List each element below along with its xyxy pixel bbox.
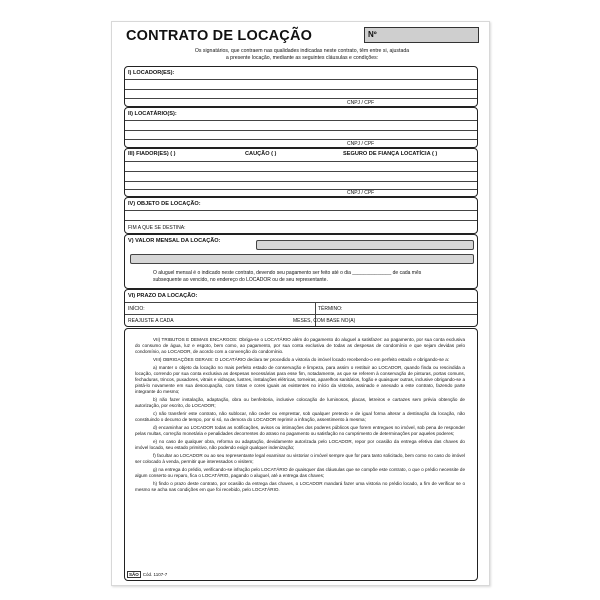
locatario-label: II) LOCATÁRIO(S): — [128, 111, 177, 117]
clause-c: c) não transferir este contrato, não sublocar, não ceder ou emprestar, sob qualquer pretexto e de igual forma alterar a destinação da locação, não constituindo o decurso de tempo, por si só, na demora do LOCADOR reprimir a infração, assentimento à mesma; — [135, 411, 465, 423]
clause-viii: VIII) OBRIGAÇÕES GERAIS: O LOCATÁRIO declara ter procedido a vistoria do imóvel locado recebendo-o em perfeito estado e obrigando-se a: — [153, 357, 450, 363]
garantia-section — [124, 148, 478, 197]
locatario-line-1[interactable] — [125, 120, 477, 121]
reajuste-label[interactable]: REAJUSTE A CADA — [128, 318, 174, 324]
objeto-label: IV) OBJETO DE LOCAÇÃO: — [128, 201, 201, 207]
locador-label: I) LOCADOR(ES): — [128, 70, 175, 76]
garantia-line-2[interactable] — [125, 171, 477, 172]
clause-f: f) facultar ao LOCADOR ou ao seu representante legal examinar ou vistoriar o imóvel sempre que for para tanto solicitado, bem como no caso do imóvel ser colocado à venda, permitir que interessados o visitem; — [135, 452, 465, 464]
caucao-option[interactable]: CAUÇÃO ( ) — [245, 151, 277, 157]
locador-line-3[interactable] — [125, 98, 477, 99]
valor-text-1: O aluguel mensal é o indicado neste contrato, devendo seu pagamento ser feito até o dia ______________ de cada mês — [153, 270, 422, 276]
objeto-section — [124, 197, 478, 234]
clause-g: g) na entrega do prédio, verificando-se infração pelo LOCATÁRIO de quaisquer das cláusulas que se compõe este contrato, o que o prédio necessite de algum conserto ou reparo, fica o LOCATÁRIO, pagando o aluguel, até a entrega das chaves; — [135, 466, 465, 478]
clause-h: h) findo o prazo deste contrato, por ocasião da entrega das chaves, o LOCADOR mandará fazer uma vistoria no prédio locado, a fim de verificar se o mesmo se acha nas condições em que foi recebido, pelo LOCATÁRIO. — [135, 480, 465, 492]
locatario-section — [124, 107, 478, 148]
locador-line-1[interactable] — [125, 79, 477, 80]
clause-d: d) encaminhar ao LOCADOR todas as notificações, avisos ou intimações dos poderes públicos que forem entregues no imóvel, sob pena de responder pelas multas, correção monetária e penalidades decorrentes do atraso no pagamento ou satisfação no cumprimento de determinações por aqueles poderes; — [135, 425, 465, 437]
valor-amount-field[interactable] — [256, 240, 474, 250]
intro-line-2: a presente locação, mediante as seguintes cláusulas e condições: — [225, 55, 379, 61]
clause-e: e) no caso de qualquer obra, reforma ou adaptação, devidamente autorizada pelo LOCADOR, repor por ocasião da entrega efetiva das chaves do imóvel locado, seu estado primitivo, não podendo exigir qualquer indenização; — [135, 438, 465, 451]
valor-section — [124, 234, 478, 289]
garantia-cnpj-label: CNPJ / CPF — [347, 190, 375, 196]
seguro-fianca-option[interactable]: SEGURO DE FIANÇA LOCATÍCIA ( ) — [343, 151, 438, 157]
locador-cnpj-label: CNPJ / CPF — [347, 100, 375, 106]
valor-text-2: subsequente ao vencido, no endereço do LOCADOR ou de seu representante. — [153, 277, 328, 283]
objeto-line-1[interactable] — [125, 210, 477, 211]
prazo-section — [124, 289, 478, 327]
clause-vii: VII) TRIBUTOS E DEMAIS ENCARGOS: Obriga-se o LOCATÁRIO além do pagamento do aluguel a satisfazer: ao pagamento, por sua conta exclusiva do consumo de água, luz e esgoto, bem como, ao pagamento, por sua conta exclusiva de todas as despesas de condomínio e que sejam devidas pelo condomínio, ao LOCADOR, de acordo com a convenção do condomínio. — [135, 337, 465, 355]
fiador-option[interactable]: III) FIADOR(ES) ( ) — [128, 151, 176, 157]
garantia-line-3[interactable] — [125, 181, 477, 182]
garantia-line-1[interactable] — [125, 161, 477, 162]
locatario-line-2[interactable] — [125, 130, 477, 131]
locatario-line-3[interactable] — [125, 139, 477, 140]
clauses-text — [135, 337, 465, 495]
contract-title: CONTRATO DE LOCAÇÃO — [126, 28, 313, 44]
valor-extenso-field[interactable] — [130, 254, 474, 264]
prazo-divider-1 — [125, 302, 477, 303]
footer — [127, 572, 167, 577]
inicio-label[interactable]: INÍCIO: — [128, 306, 145, 312]
contract-sheet — [111, 21, 490, 586]
garantia-line-4[interactable] — [125, 189, 477, 190]
objeto-line-2[interactable] — [125, 220, 477, 221]
termino-label[interactable]: TÉRMINO: — [318, 306, 343, 312]
contract-number-field[interactable] — [364, 27, 479, 43]
contract-number-label: Nº — [368, 30, 377, 39]
intro-line-1: Os signatários, que contraem nas qualidades indicadas neste contrato, têm entre si, ajustada — [194, 48, 410, 54]
prazo-label: VI) PRAZO DA LOCAÇÃO: — [128, 293, 198, 299]
fim-destina-label: FIM A QUE SE DESTINA: — [128, 225, 186, 231]
footer-ref: Cód. 1107-7 — [142, 572, 168, 577]
meses-base-label[interactable]: MESES, COM BASE NO(A) — [293, 318, 356, 324]
clauses-section — [124, 328, 478, 581]
prazo-divider-2 — [125, 314, 477, 315]
locatario-cnpj-label: CNPJ / CPF — [347, 141, 375, 147]
locador-line-2[interactable] — [125, 89, 477, 90]
footer-code: SÃO — [129, 572, 139, 577]
locador-section — [124, 66, 478, 107]
valor-label: V) VALOR MENSAL DA LOCAÇÃO: — [128, 238, 221, 244]
clause-b: b) não fazer instalação, adaptação, obra ou benfeitoria, inclusive colocação de luminosos, placas, letreiros e cartazes sem prévia obtenção de autorização, por escrito, do LOCADOR; — [135, 397, 465, 409]
clause-a: a) manter o objeto da locação no mais perfeito estado de conservação e limpeza, para assim o restituir ao LOCADOR, quando finda ou rescindida a locação, correndo por sua conta exclusiva as despesas necessárias para esse fim, notadamente, as que se referem à conservação de pinturas, portas comuns, fechaduras, trincos, puxadores, vitrais e vidraças, lustres, instalações elétricas, torneiras, aparelhos sanitários, fogão e quaisquer outras, inclusive obrigando-se a pintá-lo novamente em sua desocupação, com tintas e cores iguais as existentes no início da vistoria, assinado e anexado a este contrato, fazendo parte integrante do mesmo; — [135, 364, 465, 395]
